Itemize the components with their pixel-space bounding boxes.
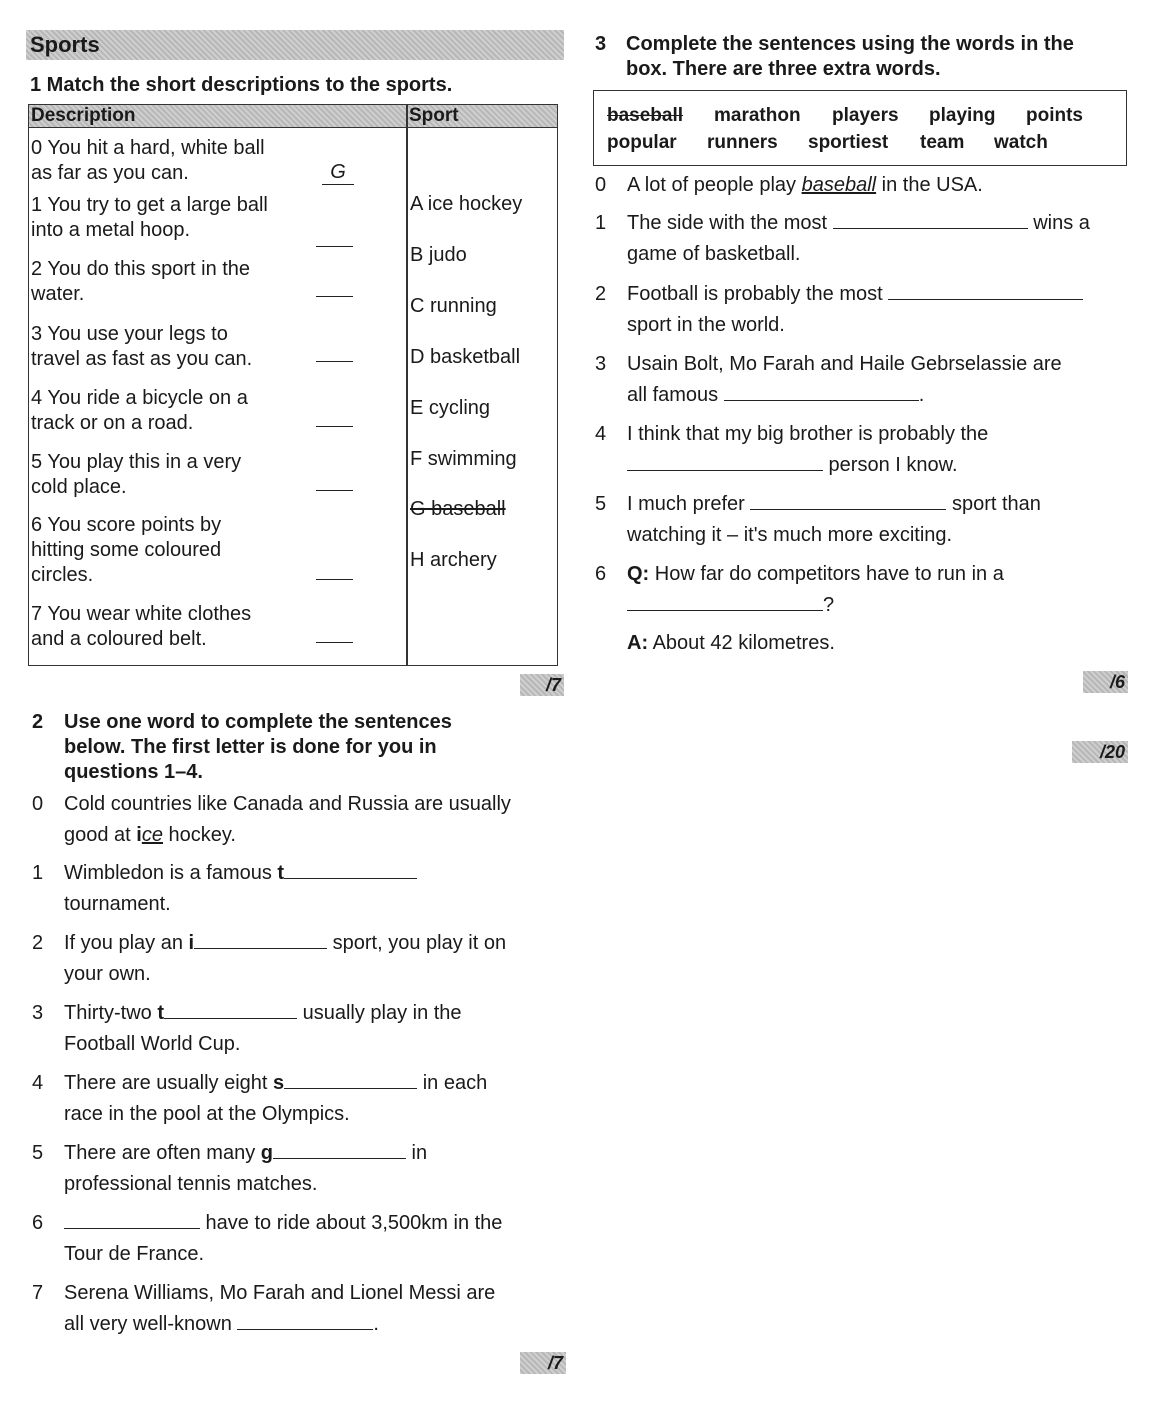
s2-item-7-num: 7 [32,1282,44,1304]
match-table-header [28,104,558,128]
page-title [26,30,564,60]
blank-s3-6[interactable] [627,592,823,611]
s3-item-0: A lot of people play baseball in the USA. [627,174,983,196]
s3-item-1: The side with the most wins a game of basketball. [627,212,1090,265]
s2-item-6: have to ride about 3,500km in the Tour de France. [64,1212,503,1265]
title-text: Sports [30,32,100,57]
s3-item-6: Q: How far do competitors have to run in a ? A: About 42 kilometres. [627,563,1004,654]
word-watch: watch [994,132,1048,153]
s3-item-5: I much prefer sport than watching it – it's much more exciting. [627,493,1041,546]
s3-item-6-num: 6 [595,563,607,585]
sport-e: E cycling [410,397,491,419]
s2-item-2: If you play an i sport, you play it on your own. [64,932,507,985]
s2-item-7: Serena Williams, Mo Farah and Lionel Messi are all very well-known . [64,1282,496,1335]
description-4: 4 You ride a bicycle on a track or on a road. [31,387,248,434]
description-5: 5 You play this in a very cold place. [31,451,242,498]
col-description: Description [31,105,136,126]
s2-item-1-num: 1 [32,862,44,884]
word-players: players [832,105,899,126]
s3-item-1-num: 1 [595,212,607,234]
s3-item-0-num: 0 [595,174,607,196]
s2-item-4-num: 4 [32,1072,44,1094]
section3-score: /6 [1083,671,1128,693]
sport-d: D basketball [410,346,521,368]
s3-item-3-num: 3 [595,353,607,375]
answer-blank-5[interactable] [316,490,353,491]
answer-blank-6[interactable] [316,579,353,580]
s2-item-1: Wimbledon is a famous t tournament. [64,858,564,920]
blank-s3-3[interactable] [724,382,919,401]
answer-blank-3[interactable] [316,361,353,362]
description-6: 6 You score points by hitting some coloured circles. [31,514,222,586]
s2-item-6-num: 6 [32,1212,44,1234]
answer-blank-7[interactable] [316,642,353,643]
word-marathon: marathon [714,105,801,126]
section3-heading: Complete the sentences using the words in the box. There are three extra words. [626,33,1074,80]
s2-item-0-num: 0 [32,793,44,815]
s3-item-3: Usain Bolt, Mo Farah and Haile Gebrselassie are all famous . [627,353,1062,406]
s2-item-5: There are often many g in professional tennis matches. [64,1142,428,1195]
sport-g: G baseball [410,498,506,520]
s3-item-4-num: 4 [595,423,607,445]
blank-s2-1[interactable] [284,860,417,879]
section2-heading: Use one word to complete the sentences below. The first letter is done for you in questions 1–4. [64,711,452,783]
description-7: 7 You wear white clothes and a coloured belt. [31,603,252,650]
word-sportiest: sportiest [808,132,889,153]
answer-blank-2[interactable] [316,296,353,297]
word-popular: popular [607,132,677,153]
word-points: points [1026,105,1083,126]
sport-h: H archery [410,549,497,571]
blank-s3-1[interactable] [833,210,1028,229]
section2-number: 2 [32,711,44,733]
s3-item-2-num: 2 [595,283,607,305]
blank-s3-4[interactable] [627,452,823,471]
blank-s2-5[interactable] [273,1140,406,1159]
s3-item-5-num: 5 [595,493,607,515]
sport-a: A ice hockey [410,193,523,215]
total-score: /20 [1072,741,1128,763]
blank-s2-6[interactable] [64,1210,200,1229]
blank-s2-3[interactable] [164,1000,297,1019]
section3-number: 3 [595,33,607,55]
section1-heading: 1 Match the short descriptions to the sports. [30,74,453,96]
word-baseball: baseball [607,105,684,126]
col-sport: Sport [409,105,459,126]
s2-item-4: There are usually eight s in each race in the pool at the Olympics. [64,1072,488,1125]
description-1: 1 You try to get a large ball into a metal hoop. [31,194,268,241]
s2-item-2-num: 2 [32,932,44,954]
sport-f: F swimming [410,448,517,470]
blank-s3-5[interactable] [750,491,946,510]
description-3: 3 You use your legs to travel as fast as you can. [31,323,253,370]
blank-s2-2[interactable] [194,930,327,949]
word-team: team [920,132,965,153]
section1-score: /7 [520,674,564,696]
answer-blank-1[interactable] [316,246,353,247]
word-box [593,90,1127,166]
s3-item-2: Football is probably the most sport in the world. [627,279,1142,341]
description-0: 0 You hit a hard, white ball as far as you can. [31,137,265,184]
column-divider [406,104,408,666]
sport-b: B judo [410,244,467,266]
sport-c: C running [410,295,497,317]
word-runners: runners [707,132,778,153]
s3-item-4: I think that my big brother is probably the person I know. [627,423,989,476]
description-2: 2 You do this sport in the water. [31,258,251,305]
blank-s3-2[interactable] [888,281,1083,300]
s2-item-3-num: 3 [32,1002,44,1024]
s2-item-5-num: 5 [32,1142,44,1164]
blank-s2-7[interactable] [237,1311,373,1330]
blank-s2-4[interactable] [284,1070,417,1089]
s2-item-3: Thirty-two t usually play in the Football World Cup. [64,1002,462,1055]
word-playing: playing [929,105,996,126]
answer-0: G [322,160,354,185]
s2-item-0: Cold countries like Canada and Russia are usually good at ice hockey. [64,793,511,846]
answer-blank-4[interactable] [316,426,353,427]
section2-score: /7 [520,1352,566,1374]
